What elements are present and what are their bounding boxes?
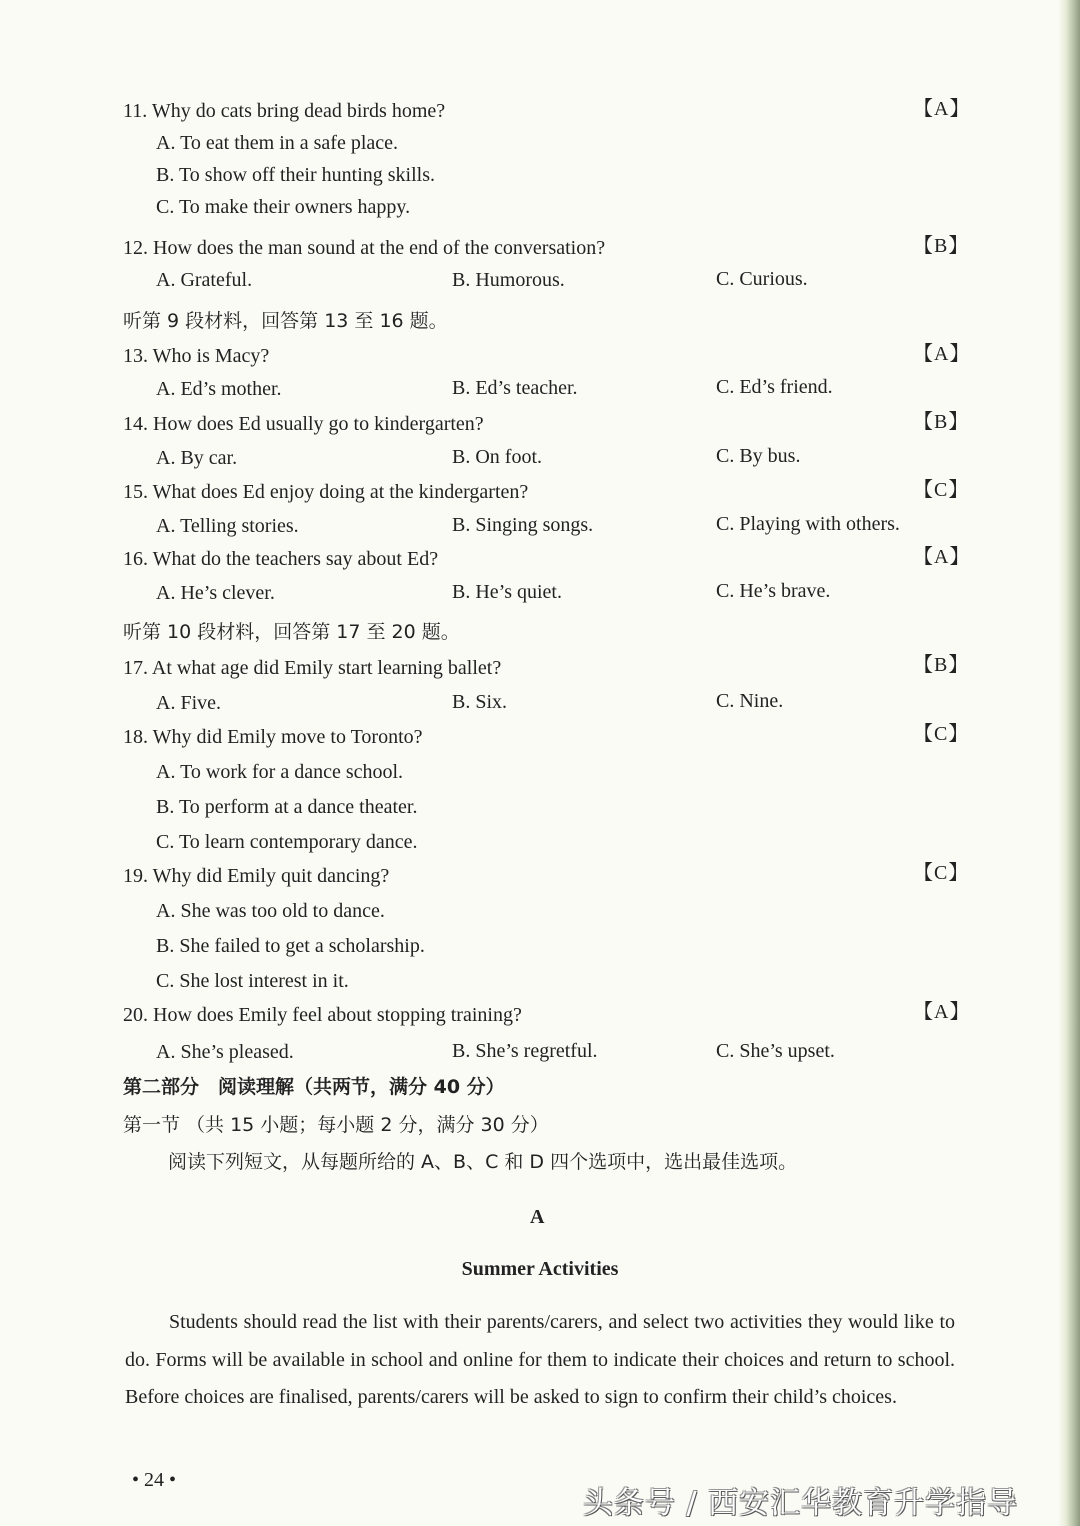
question-19: 19. Why did Emily quit dancing? [123, 865, 390, 887]
instruction-material-10: 听第 10 段材料，回答第 17 至 20 题。 [123, 621, 460, 643]
option-16-b: B. He’s quiet. [452, 581, 562, 603]
answer-16: 【A】 [913, 546, 971, 568]
option-13-a: A. Ed’s mother. [156, 378, 282, 400]
option-19-b: B. She failed to get a scholarship. [156, 935, 425, 957]
option-12-c: C. Curious. [716, 268, 808, 290]
option-14-c: C. By bus. [716, 445, 801, 467]
part-two-heading: 第二部分 阅读理解（共两节，满分 40 分） [123, 1076, 505, 1098]
answer-14: 【B】 [913, 411, 970, 433]
option-14-b: B. On foot. [452, 446, 542, 468]
option-13-c: C. Ed’s friend. [716, 376, 833, 398]
question-15: 15. What does Ed enjoy doing at the kindergarten? [123, 481, 529, 503]
option-18-c: C. To learn contemporary dance. [156, 831, 418, 853]
option-20-a: A. She’s pleased. [156, 1041, 294, 1063]
answer-11: 【A】 [913, 98, 971, 120]
question-13: 13. Who is Macy? [123, 345, 270, 367]
option-17-c: C. Nine. [716, 690, 784, 712]
answer-12: 【B】 [913, 235, 970, 257]
option-15-c: C. Playing with others. [716, 513, 900, 535]
question-12: 12. How does the man sound at the end of the conversation? [123, 237, 606, 259]
option-13-b: B. Ed’s teacher. [452, 377, 578, 399]
answer-15: 【C】 [913, 479, 970, 501]
option-18-b: B. To perform at a dance theater. [156, 796, 418, 818]
answer-20: 【A】 [913, 1001, 971, 1023]
option-15-b: B. Singing songs. [452, 514, 594, 536]
option-16-c: C. He’s brave. [716, 580, 831, 602]
option-19-a: A. She was too old to dance. [156, 900, 385, 922]
option-12-a: A. Grateful. [156, 269, 253, 291]
option-11-a: A. To eat them in a safe place. [156, 132, 399, 154]
section-one-heading: 第一节 （共 15 小题；每小题 2 分，满分 30 分） [123, 1114, 549, 1136]
option-17-a: A. Five. [156, 692, 221, 714]
page-number: • 24 • [132, 1469, 177, 1491]
question-11: 11. Why do cats bring dead birds home? [123, 100, 446, 122]
question-16: 16. What do the teachers say about Ed? [123, 548, 439, 570]
question-17: 17. At what age did Emily start learning ballet? [123, 657, 502, 679]
question-18: 18. Why did Emily move to Toronto? [123, 726, 423, 748]
option-14-a: A. By car. [156, 447, 238, 469]
passage-title: Summer Activities [461, 1258, 619, 1280]
option-18-a: A. To work for a dance school. [156, 761, 404, 783]
instruction-material-9: 听第 9 段材料，回答第 13 至 16 题。 [123, 310, 448, 332]
passage-body: Students should read the list with their parents/carers, and select two activities they would like to do. Forms will be available in school and online for them to indicate their choices and return to school. Before choices are finalised, parents/carers will be asked to sign to confirm their child’s choices. [125, 1311, 955, 1408]
answer-19: 【C】 [913, 862, 970, 884]
passage-letter: A [530, 1206, 545, 1228]
option-16-a: A. He’s clever. [156, 582, 275, 604]
option-15-a: A. Telling stories. [156, 515, 299, 537]
answer-17: 【B】 [913, 654, 970, 676]
reading-directions: 阅读下列短文，从每题所给的 A、B、C 和 D 四个选项中，选出最佳选项。 [168, 1151, 798, 1173]
option-20-b: B. She’s regretful. [452, 1040, 598, 1062]
question-20: 20. How does Emily feel about stopping training? [123, 1004, 522, 1026]
option-11-b: B. To show off their hunting skills. [156, 164, 435, 186]
answer-18: 【C】 [913, 723, 970, 745]
watermark: 头条号 / 西安汇华教育升学指导 [583, 1486, 1019, 1521]
answer-13: 【A】 [913, 343, 971, 365]
question-14: 14. How does Ed usually go to kindergarten? [123, 413, 484, 435]
page-edge-shadow [1058, 0, 1080, 1526]
option-11-c: C. To make their owners happy. [156, 196, 411, 218]
option-20-c: C. She’s upset. [716, 1040, 835, 1062]
option-12-b: B. Humorous. [452, 269, 565, 291]
option-17-b: B. Six. [452, 691, 508, 713]
option-19-c: C. She lost interest in it. [156, 970, 349, 992]
